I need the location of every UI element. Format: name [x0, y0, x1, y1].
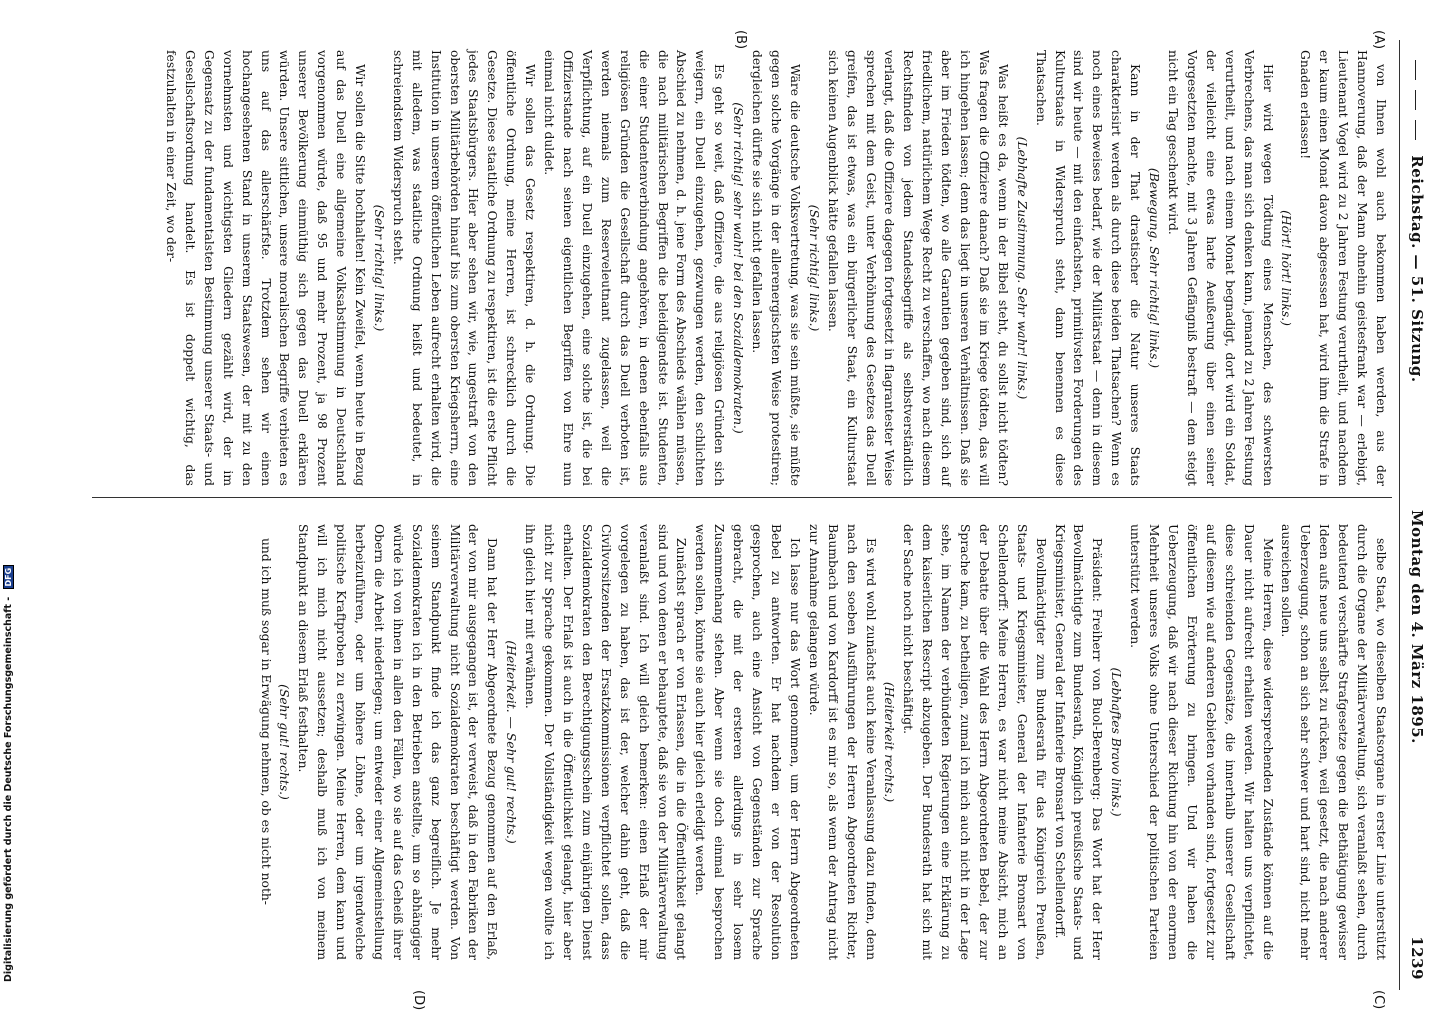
- left-column: [161, 50, 1390, 486]
- paragraph: Was heißt es da, wenn in der Bibel steht, du sollst nicht tödten? Was fragen die Offiziere danach? Daß sie im Kriege tödten, das will ich hingehen lassen; denn das liegt in unseren Verhältnissen. Daß sie aber im Frieden tödten, wo alle Garantien gegeben sind, sich auf friedlichem, natürlichem Wege Recht zu verschaffen, wo nach diesem Rechtsfinden von jedem Standesbegriffe als selbstverständlich verlangt, daß die Offiziere dagegen fortgesetzt in flagrantester Weise sprechen mit dem Geist, unter Verhöhnung des Gesetzes das Duell greifen, das ist etwas, was ein bürgerlicher Staat, ein Kulturstaat sich keinen Augenblick hätte gefallen lassen.: [825, 50, 1010, 486]
- page-number: 1239: [1408, 936, 1426, 980]
- session-title: Reichstag. — 51. Sitzung.: [1408, 155, 1426, 383]
- paragraph: Ich lasse nur das Wort genommen, um der Herrn Abgeordneten Bebel zu antworten. Er hat nachdem er von der Resolution gesprochen, auch eine Ansicht von Gegenständen zur Sprache gebracht, die mit der ersteren allerdings in sehr losem Zusammenhang stehen. Aber wenn sie doch einmal besprochen werden sollen, könnte sie auch hier gleich erledigt werden.: [693, 524, 802, 960]
- running-header-left: [1400, 60, 1426, 480]
- paragraph: selbe Staat, wo dieselben Staatsorgane in erster Linie unterstützt durch die Organe der Militärverwaltung, sich veranlaßt sehen, durch bedeutend verschärfte Strafgesetze gegen die Bethätigung gewisser Ideen aufs neue uns selbst zu rücken, weil gesetzt, die nach anderer Ueberzeugung, schon an sich sehr schwer und hart sind, nicht mehr ausreichen sollen.: [1279, 524, 1388, 960]
- stage-direction: (Bewegung. Sehr richtig! links.): [1147, 167, 1162, 369]
- paragraph: Es geht so weit, daß Offiziere, die aus religiösen Gründen sich weigern, ein Duell einzugehen, gezwungen werden, den schlichten Abschied zu nehmen, d. h. jene Form des Abschieds wählen müssen, die nach militärischen Begriffen die beleidigendste ist. Studenten, die einer Studentenverbindung angehören, in denen ebenfalls aus religiösen Gründen die Gesellschaft durch das Duell verboten ist, werden niemals zum Reserveleutnant zugelassen, weil die Verpflichtung, auf ein Duell einzugehen, eine solche ist, die bei Offizierstande nach seinen eigentlichen Begriffen von Ehre nun einmal nicht duldet.: [542, 50, 727, 486]
- paragraph: Bevollmächtigter zum Bundesrath für das Königreich Preußen, Staats- und Kriegsminister, General der Infanterie Bronsart von Schellendorff: Meine Herren, es war nicht meine Absicht, mich an der Debatte über die Wahl des Herrn Abgeordneten Bebel, der zur Sprache kam, zu betheiligen, zumal ich mich auch nicht in der Lage sehe, im Namen der verbündeten Regierungen eine Erklärung zu dem kaiserlichen Rescript abzugeben. Der Bundesrath hat sich mit der Sache noch nicht beschäftigt.: [901, 524, 1048, 960]
- paragraph: Zunächst sprach er von Erlassen, die in die Öffentlichkeit gelangt sind und von denen er behauptete, daß sie von der Militärverwaltung veranlaßt sind. Ich will gleich bemerken: einen Erlaß der mir vorgelegen zu haben, das ist der, welcher dahin geht, daß die Civilvorsitzenden der Ersatzkommissionen verpflichtet sollen, dass Sozialdemokraten den Berechtigungsschein zum einjährigen Dienst erhalten. Der Erlaß ist auch in die Öffentlichkeit gelangt, hier aber nicht zur Sprache gekommen. Der Vollständigkeit wegen wollte ich ihn gleich hier mit erwähnen.: [523, 524, 689, 960]
- credit-text: Digitalisierung gefördert durch die Deutsche Forschungsgemeinschaft -: [3, 596, 14, 982]
- stage-direction: (Sehr gut! rechts.): [277, 684, 292, 800]
- header-rule: [1399, 40, 1400, 990]
- paragraph: Dann hat der Herr Abgeordnete Bezug genommen auf den Erlaß, der von mir ausgegangen ist, der verweist, daß in den Fabriken der Militärverwaltung nicht Sozialdemokraten beschäftigt werden. Von seinem Standpunkt finde ich das ganz begreiflich. Je mehr Sozialdemokraten ich in den Betrieben anstellte, um so abhängiger würde ich von ihnen in allen den Fällen, wo sie auf das Geheiß ihrer Obern die Arbeit niederlegen; um entweder einer Allgemeinstellung herbeizuführen, oder um höhere Löhne, oder um irgendwelche politische Kraftproben zu erzwingen. Meine Herren, dem kann und will ich mich nicht aussetzen; deshalb muß ich von meinem Standpunkt an diesem Erlaß festhalten.: [296, 524, 500, 960]
- stage-direction: (Lebhaftes Bravo links.): [1109, 667, 1124, 817]
- paragraph: Wir sollen das Gesetz respektiren, d. h. die Ordnung. Die öffentliche Ordnung, meine Herren, ist schrecklich durch die Gesetze. Diese staatliche Ordnung zu respektiren, ist die erste Pflicht jedes Staatsbürgers. Hier aber sehen wir, wie, ungestraft von den obersten Militärbehörden hinauf bis zum obersten Kriegsherrn, eine Institution in unserem öffentlichen Leben aufrecht erhalten wird, die mit alledem, was staatliche Ordnung heißt und bedeutet, in schreiendstem Widerspruch steht.: [390, 50, 538, 486]
- stage-direction: (Heiterkeit. — Sehr gut! rechts.): [504, 640, 519, 844]
- session-date: Montag den 4. März 1895.: [1408, 510, 1426, 744]
- paragraph: Meine Herren, diese widersprechenden Zustände können auf die Dauer nicht aufrecht erhalten werden. Wir halten uns verpflichtet, diese schreienden Gegensätze, die innerhalb unserer Gesellschaft auf diesem wie auf anderen Gebieten vorhanden sind, fortgesetzt zur öffentlichen Erörterung zu bringen. Und wir haben die Ueberzeugung, daß wir nach dieser Richtung hin von der enormen Mehrheit unseres Volks ohne Unterschied der politischen Parteien unterstützt werden.: [1128, 524, 1275, 960]
- stage-direction: (Sehr richtig! links.): [371, 204, 386, 332]
- paragraph: Kann in der That drastischer die Natur unseres Staats charakterisirt werden als durch diese beiden Thatsachen? Wenn es noch eines Beweises bedarf, wie der Militärstaat — denn in diesem sind wir heute — mit den einfachsten, primitivsten Forderungen des Kulturstaats in Widerspruch steht, dann benennen es diese Thatsachen.: [1033, 50, 1143, 486]
- stage-direction: (Sehr richtig! sehr wahr! bei den Sozialdemokraten.): [731, 102, 746, 434]
- paragraph: Präsident: Freiherr von Buol-Berenberg: Das Wort hat der Herr Bevollmächtigte zum Bundesrath, Königlich preußische Staats- und Kriegsminister, General der Infanterie Bronsart von Schellendorff.: [1052, 524, 1105, 960]
- paragraph: Wäre die deutsche Volksvertretung, was sie sein müßte, sie müßte gegen solche Vorgänge in der allerenergischsten Weise protestiren; dergleichen dürfte sie sich nicht gefallen lassen.: [750, 50, 802, 486]
- dfg-logo: DFG: [3, 565, 14, 590]
- paragraph: und ich muß sogar in Erwägung nehmen, ob es nicht noth-: [258, 538, 273, 905]
- stage-direction: (Sehr richtig! links.): [806, 204, 821, 332]
- running-header-right: [1400, 510, 1426, 980]
- paragraph: Es wird wohl zunächst auch keine Veranlassung dazu finden, denn nach den soeben Ausführungen der Herren Abgeordneten Richter, Baumbach und von Kardorff ist es mir so, als wenn der Antrag nicht zur Annahme gelangen würde.: [806, 524, 878, 960]
- rotated-scan: [76, 0, 1432, 1010]
- column-divider: [92, 497, 1392, 498]
- margin-letter-b: (B): [733, 30, 748, 50]
- stage-direction: (Lebhafte Zustimmung. Sehr wahr! links.): [1014, 136, 1029, 400]
- paragraph: Wir sollen die Sitte hochhalten! Kein Zweifel, wenn heute in Bezug auf das Duell eine allgemeine Volksabstimmung in Deutschland vorgenommen würde, daß 95 und mehr Prozent, ja 98 Prozent unserer Bevölkerung einmüthig sich gegen das Duell erklären würden. Unsere sittlichen, unsere moralischen Begriffe verbieten es uns auf das allerschärfste. Trotzdem sehen wir einen hochangesehenen Stand in unserem Staatswesen, der mit zu den vornehmsten und wichtigsten Gliedern gezählt wird, der im Gegensatz zu der fundamentalsten Bestimmung unserer Staats- und Gesellschaftsordnung handelt. Es ist doppelt wichtig, das festzuhalten in einer Zeit, wo der-: [164, 50, 368, 486]
- margin-letter-c: (C): [1371, 990, 1386, 1010]
- stage-direction: (Heiterkeit rechts.): [882, 681, 897, 803]
- right-column: [256, 524, 1390, 960]
- margin-letter-a: (A): [1371, 30, 1386, 50]
- margin-letter-d: (D): [411, 990, 426, 1010]
- digitization-credit: [3, 565, 14, 982]
- stage-direction: (Hört! hört! links.): [1279, 210, 1294, 326]
- paragraph: Hier wird wegen Tödtung eines Menschen, des schwersten Verbrechens, das man sich denken kann, jemand zu 2 Jahren Festung verurtheilt, und nach einem Monat begnadigt, dort wird ein Soldat, der vielleicht eine etwas harte Aeußerung über einen seiner Vorgesetzten machte, mit 3 Jahren Gefängniß bestraft — dem steigt nicht ein Tag geschenkt wird.: [1166, 50, 1275, 486]
- paragraph: von Ihnen wohl auch bekommen haben werden, aus der Hannoverung, daß der Mann ohnehin geistesfrank war — erlebigt, Lieutenant Vogel wird zu 2 Jahren Festung verurtheilt, und nachdem er kaum einen Monat davon abgesessen hat, wird ihm die Strafe in Gnaden erlassen!: [1298, 50, 1388, 486]
